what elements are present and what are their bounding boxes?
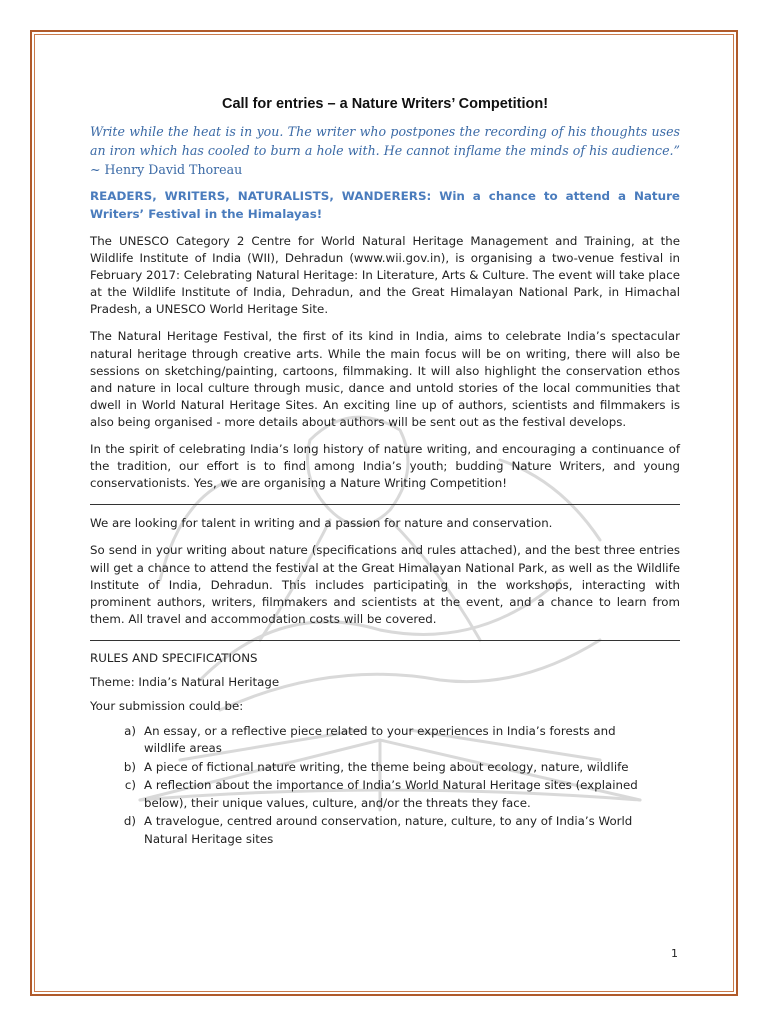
paragraph-competition: In the spirit of celebrating India’s long history of nature writing, and encouraging a continuance of the tradition, our effort is to find among India’s youth; budding Nature Writers, and young conservationists. Yes, we are organising a Nature Writing Competition!: [90, 442, 680, 491]
list-item: [90, 759, 680, 777]
rules-heading: RULES AND SPECIFICATIONS: [90, 650, 258, 665]
list-item-text: A piece of fictional nature writing, the theme being about ecology, nature, wildlife: [144, 759, 629, 774]
quote-text: Write while the heat is in you. The writer who postpones the recording of his thoughts uses an iron which has cooled to burn a hole with. He cannot inflame the minds of his audience.”: [90, 124, 680, 158]
talent-line: We are looking for talent in writing and a passion for nature and conservation.: [90, 516, 553, 531]
list-item-text: A travelogue, centred around conservation, nature, culture, to any of India’s World Natural Heritage sites: [144, 814, 633, 846]
list-item-text: A reflection about the importance of India’s World Natural Heritage sites (explained below), their unique values, culture, and/or the threats they face.: [144, 778, 638, 810]
paragraph-send-writing: So send in your writing about nature (specifications and rules attached), and the best three entries will get a chance to attend the festival at the Great Himalayan National Park, as well as the Wildlife Institute of India, Dehradun. This includes participating in the workshops, interacting with prominent authors, writers, filmmakers and scientists at the event, and a chance to learn from them. All travel and accommodation costs will be covered.: [90, 543, 680, 626]
quote-author: ~ Henry David Thoreau: [90, 162, 243, 177]
list-marker: d): [123, 814, 136, 829]
submission-intro: Your submission could be:: [90, 698, 244, 713]
list-marker: b): [123, 759, 136, 774]
list-marker: c): [124, 778, 136, 793]
paragraph-unesco-centre: The UNESCO Category 2 Centre for World Natural Heritage Management and Training, at the Wildlife Institute of India (WII), Dehradun (www.wii.gov.in), is organising a two-venue festival in February 2017: Celebrating Natural Heritage: In Literature, Arts & Culture. The event will take place at the Wildlife Institute of India, Dehradun, and the Great Himalayan National Park, in Himachal Pradesh, a UNESCO World Heritage Site.: [90, 234, 680, 317]
callout-heading: READERS, WRITERS, NATURALISTS, WANDERERS: Win a chance to attend a Nature Writers’ Festival in the Himalayas!: [90, 189, 680, 221]
page-number: 1: [671, 947, 678, 960]
submission-list: [90, 723, 680, 849]
section-divider-1: [90, 504, 680, 505]
list-marker: a): [124, 723, 136, 738]
document-title: Call for entries – a Nature Writers’ Competition!: [221, 96, 549, 112]
list-item: [90, 723, 680, 758]
paragraph-festival: The Natural Heritage Festival, the first of its kind in India, aims to celebrate India’s spectacular natural heritage through creative arts. While the main focus will be on writing, there will also be sessions on sketching/painting, cartoons, filmmaking. It will also highlight the conservation ethos and nature in local culture through music, dance and untold stories of the local communities that dwell in World Natural Heritage Sites. An exciting line up of authors, scientists and filmmakers is also being organised - more details about authors will be sent out as the festival develops.: [90, 329, 680, 429]
list-item: [90, 777, 680, 812]
list-item-text: An essay, or a reflective piece related to your experiences in India’s forests and wildlife areas: [144, 723, 616, 756]
list-item: [90, 813, 680, 848]
thoreau-quote: [90, 122, 680, 179]
document-body: [90, 90, 680, 849]
theme-line: Theme: India’s Natural Heritage: [90, 674, 280, 689]
section-divider-2: [90, 640, 680, 641]
